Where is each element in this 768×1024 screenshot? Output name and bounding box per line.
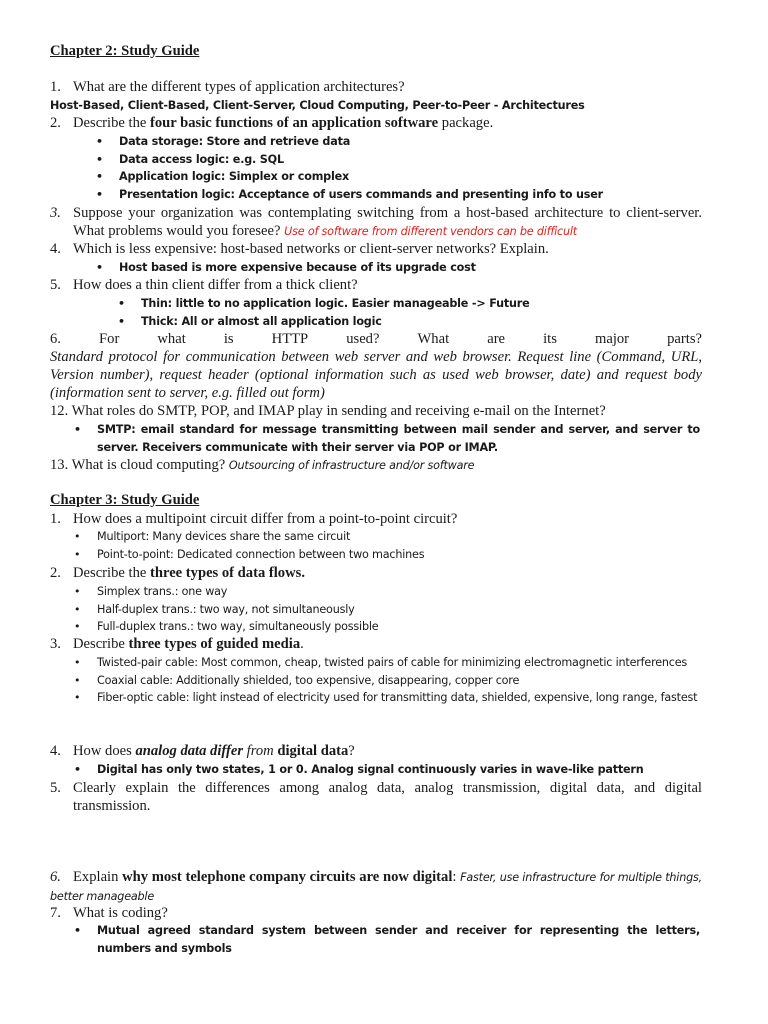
ch3-question-6: 6. Explain why most telephone company circuits are now digital: Faster, use infrastructure for multiple things, better manageable — [50, 869, 702, 903]
chapter-3-title: Chapter 3: Study Guide — [50, 492, 200, 508]
ch2-answer-4-list — [96, 259, 700, 277]
ch2-question-12: 12. What roles do SMTP, POP, and IMAP play in sending and receiving e-mail on the Internet? — [50, 403, 606, 419]
ch2-answer-12-list — [74, 421, 700, 456]
list-item: • Half-duplex trans.: two way, not simultaneously — [74, 602, 355, 616]
ch3-answer-1-list — [74, 528, 700, 563]
list-item: • Host based is more expensive because of its upgrade cost — [96, 261, 476, 274]
list-item: • Simplex trans.: one way — [74, 585, 228, 598]
ch2-question-6 — [50, 330, 702, 402]
list-item: • SMTP: email standard for message transmitting between mail sender and server, and server to server. Receivers communicate with their server via POP or IMAP. — [74, 423, 700, 454]
ch2-question-3: 3. Suppose your organization was contemplating switching from a host-based architecture to client-server. What problems would you foresee? Use of software from different vendors can be difficult — [50, 205, 702, 239]
ch2-question-2: 2. Describe the four basic functions of an application software package. — [50, 115, 494, 131]
ch3-question-7: 7. What is coding? — [50, 905, 168, 921]
ch2-answer-6: Standard protocol for communication between web server and web browser. Request line (Command, URL, Version number), request header (optional information such as used web browser, date) and request body (information sent to server, e.g. filled out form) — [50, 349, 702, 401]
ch3-answer-7-list — [74, 922, 700, 957]
ch2-answer-13: Outsourcing of infrastructure and/or software — [228, 459, 475, 472]
list-item: • Thin: little to no application logic. Easier manageable -> Future — [118, 297, 530, 310]
ch2-answer-2-list — [96, 133, 700, 203]
list-item: • Data storage: Store and retrieve data — [96, 135, 351, 148]
ch2-question-6-line: 6. For what is HTTP used? What are its major parts? — [50, 331, 702, 347]
list-item: • Point-to-point: Dedicated connection between two machines — [74, 547, 425, 561]
list-item: • Application logic: Simplex or complex — [96, 170, 350, 183]
ch3-answer-2-list — [74, 583, 700, 636]
list-item: • Multiport: Many devices share the same circuit — [74, 530, 351, 543]
ch3-question-5: 5. Clearly explain the differences among analog data, analog transmission, digital data, and digital transmission. — [50, 780, 702, 814]
chapter-2-title: Chapter 2: Study Guide — [50, 43, 200, 59]
ch3-question-2: 2. Describe the three types of data flows. — [50, 565, 305, 581]
ch3-answer-3-list — [74, 654, 700, 707]
ch2-question-5: 5. How does a thin client differ from a thick client? — [50, 277, 358, 293]
ch2-question-1: 1. What are the different types of application architectures? — [50, 79, 405, 95]
ch3-question-1: 1. How does a multipoint circuit differ from a point-to-point circuit? — [50, 511, 458, 527]
list-item: • Twisted-pair cable: Most common, cheap, twisted pairs of cable for minimizing electromagnetic interferences — [74, 656, 688, 669]
ch2-answer-1: Host-Based, Client-Based, Client-Server, Cloud Computing, Peer-to-Peer - Architectures — [50, 99, 585, 112]
ch2-question-4: 4. Which is less expensive: host-based networks or client-server networks? Explain. — [50, 241, 549, 257]
ch3-answer-4-list — [74, 761, 700, 779]
ch2-answer-5-list — [118, 295, 700, 330]
list-item: • Digital has only two states, 1 or 0. Analog signal continuously varies in wave-like pattern — [74, 763, 644, 776]
ch3-question-4: 4. How does analog data differ from digital data? — [50, 743, 355, 759]
ch3-question-3: 3. Describe three types of guided media. — [50, 636, 304, 652]
ch3-answer-6: Faster, use infrastructure for multiple things, better manageable — [50, 871, 702, 903]
list-item: • Presentation logic: Acceptance of users commands and presenting info to user — [96, 187, 603, 201]
list-item: • Fiber-optic cable: light instead of electricity used for transmitting data, shielded, expensive, long range, fastest — [74, 691, 698, 704]
ch2-question-13: 13. What is cloud computing? Outsourcing of infrastructure and/or software — [50, 457, 475, 473]
list-item: • Mutual agreed standard system between sender and receiver for representing the letters, numbers and symbols — [74, 924, 700, 955]
list-item: • Thick: All or almost all application logic — [118, 314, 382, 328]
ch2-answer-3: Use of software from different vendors can be difficult — [284, 225, 577, 238]
list-item: • Data access logic: e.g. SQL — [96, 152, 284, 166]
list-item: • Coaxial cable: Additionally shielded, too expensive, disappearing, copper core — [74, 673, 520, 687]
list-item: • Full-duplex trans.: two way, simultaneously possible — [74, 620, 379, 633]
